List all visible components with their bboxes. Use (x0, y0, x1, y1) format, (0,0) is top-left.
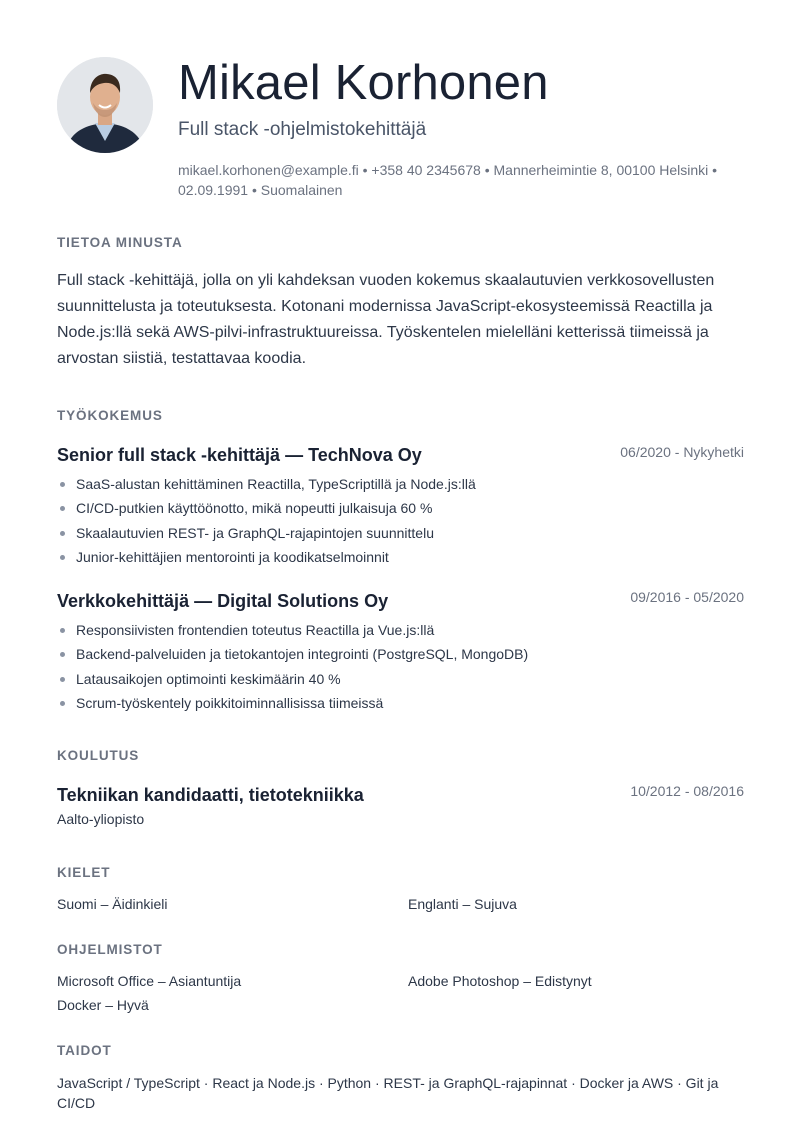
list-item: Backend-palveluiden ja tietokantojen integrointi (PostgreSQL, MongoDB) (57, 642, 747, 666)
job-dates: 09/2016 - 05/2020 (630, 589, 744, 605)
list-item: Scrum-työskentely poikkitoiminnallisissa tiimeissä (57, 691, 747, 715)
resume-header (57, 57, 747, 207)
school-name: Aalto-yliopisto (57, 811, 145, 827)
list-item: Latausaikojen optimointi keskimäärin 40 % (57, 667, 747, 691)
language-item: Suomi – Äidinkieli (57, 896, 168, 912)
candidate-role: Full stack -ohjelmistokehittäjä (178, 119, 427, 140)
job-title: Verkkokehittäjä — Digital Solutions Oy (57, 591, 389, 611)
skills-heading: TAIDOT (57, 1043, 112, 1058)
job-title: Senior full stack -kehittäjä — TechNova Oy (57, 445, 422, 465)
list-item: SaaS-alustan kehittäminen Reactilla, TypeScriptillä ja Node.js:llä (57, 472, 747, 496)
software-item: Adobe Photoshop – Edistynyt (408, 973, 592, 989)
list-item: Junior-kehittäjien mentorointi ja koodikatselmoinnit (57, 545, 747, 569)
about-heading: TIETOA MINUSTA (57, 235, 183, 250)
contact-info: mikael.korhonen@example.fi • +358 40 2345678 • Mannerheimintie 8, 00100 Helsinki • 02.09.1991 • Suomalainen (178, 162, 718, 198)
profile-photo (57, 57, 153, 153)
degree-title: Tekniikan kandidaatti, tietotekniikka (57, 785, 364, 805)
experience-heading: TYÖKOKEMUS (57, 408, 163, 423)
languages-heading: KIELET (57, 865, 111, 880)
list-item: CI/CD-putkien käyttöönotto, mikä nopeutti julkaisuja 60 % (57, 496, 747, 520)
software-list (57, 973, 747, 1019)
software-item: Microsoft Office – Asiantuntija (57, 973, 242, 989)
list-item: Skaalautuvien REST- ja GraphQL-rajapintojen suunnittelu (57, 521, 747, 545)
education-heading: KOULUTUS (57, 748, 140, 763)
list-item: Responsiivisten frontendien toteutus Reactilla ja Vue.js:llä (57, 618, 747, 642)
software-item: Docker – Hyvä (57, 997, 149, 1013)
job-dates: 06/2020 - Nykyhetki (620, 444, 744, 460)
job-bullets (57, 618, 747, 715)
software-heading: OHJELMISTOT (57, 942, 163, 957)
skills-text: JavaScript / TypeScript · React ja Node.js · Python · REST- ja GraphQL-rajapinnat · Docker ja AWS · Git ja CI/CD (57, 1075, 719, 1111)
language-item: Englanti – Sujuva (408, 896, 517, 912)
job-bullets (57, 472, 747, 569)
about-text: Full stack -kehittäjä, jolla on yli kahdeksan vuoden kokemus skaalautuvien verkkosovellusten suunnittelusta ja toteutuksesta. Kotonani modernissa JavaScript-ekosysteemissä Reactilla ja Node.js:llä sekä AWS-pilvi-infrastruktuureissa. Työskentelen mielelläni ketterissä tiimeissä ja arvostan siistiä, testattavaa koodia. (57, 272, 715, 367)
candidate-name: Mikael Korhonen (178, 56, 549, 110)
languages-list (57, 896, 747, 916)
avatar (57, 57, 153, 153)
education-dates: 10/2012 - 08/2016 (630, 783, 744, 799)
